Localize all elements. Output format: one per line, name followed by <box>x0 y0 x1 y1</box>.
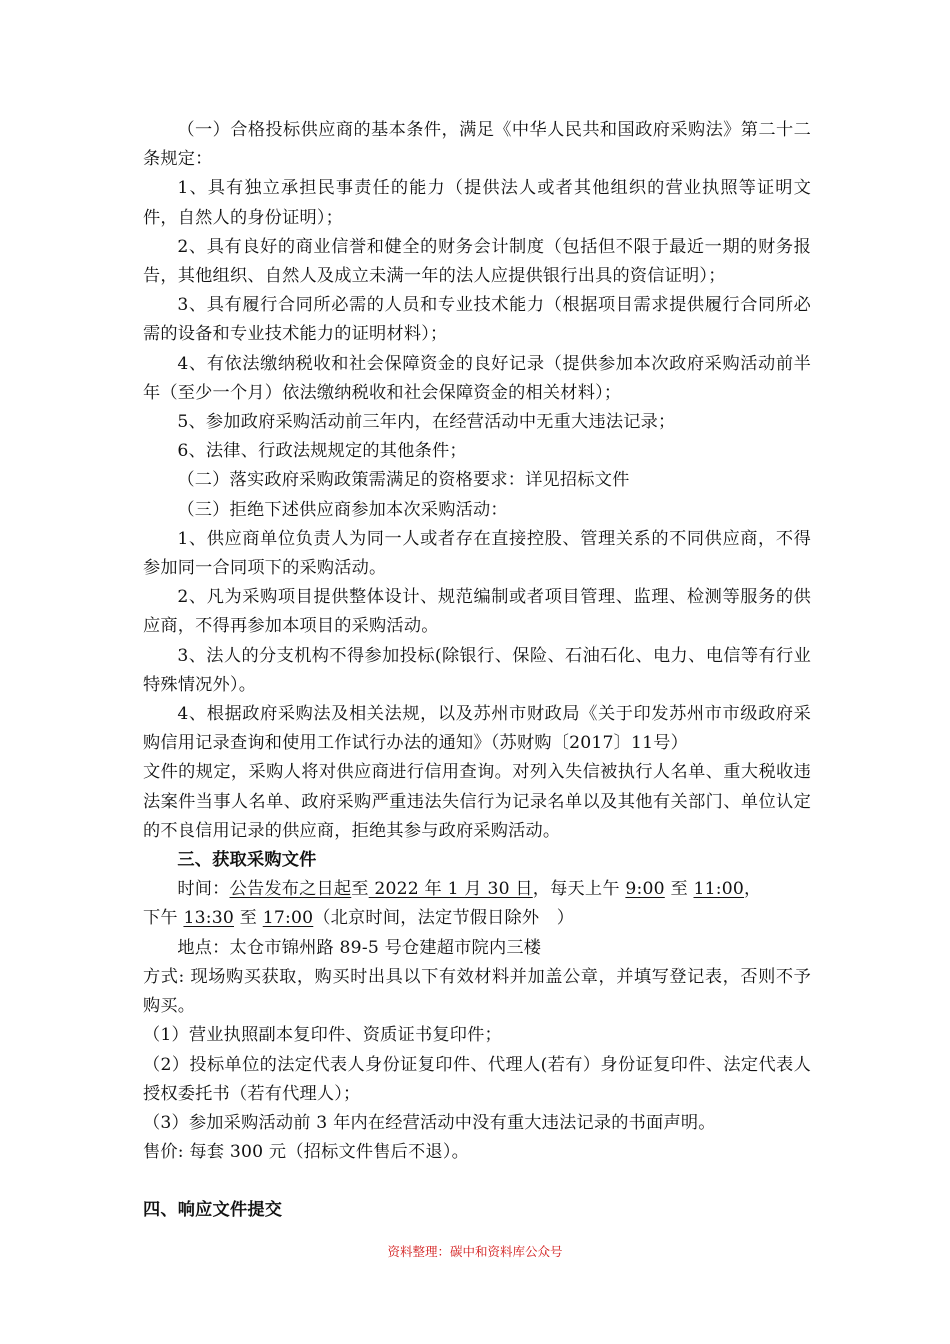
location-line: 地点：太仓市锦州路 89-5 号仓建超市院内三楼 <box>177 937 542 958</box>
time-end-date: 2022 年 1 月 30 日 <box>368 879 533 900</box>
paragraph-reject-heading: （三）拒绝下述供应商参加本次采购活动： <box>177 499 508 520</box>
paragraph-reject-1: 1、供应商单位负责人为同一人或者存在直接控股、管理关系的不同供应商，不得参加同一合同项下的采购活动。 <box>143 528 811 579</box>
paragraph-reject-4-continued: 文件的规定，采购人将对供应商进行信用查询。对列入失信被执行人名单、重大税收违法案件当事人名单、政府采购严重违法失信行为记录名单以及其他有关部门、单位认定的不良信用记录的供应商，拒绝其参与政府采购活动。 <box>143 762 811 841</box>
time-am-start: 9:00 <box>625 879 665 900</box>
material-1: （1）营业执照副本复印件、资质证书复印件； <box>143 1025 502 1046</box>
price-line: 售价: 每套 300 元（招标文件售后不退）。 <box>143 1142 469 1163</box>
paragraph-item-2: 2、具有良好的商业信誉和健全的财务会计制度（包括但不限于最近一期的财务报告，其他组织、自然人及成立未满一年的法人应提供银行出具的资信证明）； <box>143 236 811 287</box>
method-line: 方式: 现场购买获取，购买时出具以下有效材料并加盖公章，并填写登记表，否则不予购买。 <box>143 966 811 1017</box>
time-daily: ，每天上午 <box>532 879 626 900</box>
paragraph-item-1: 1、具有独立承担民事责任的能力（提供法人或者其他组织的营业执照等证明文件，自然人的身份证明）； <box>143 178 811 228</box>
time-line <box>143 875 811 904</box>
time-note: （北京时间，法定节假日除外 ） <box>313 908 575 929</box>
time-to: 至 <box>351 879 369 900</box>
time-comma: ， <box>744 879 762 900</box>
time-label: 时间： <box>177 879 230 900</box>
footer-source-note: 资料整理：碳中和资料库公众号 <box>387 1244 563 1259</box>
time-pm-end: 17:00 <box>262 908 314 929</box>
section-4-title: 四、响应文件提交 <box>143 1200 283 1221</box>
time-line-pm <box>143 904 811 933</box>
paragraph-item-3: 3、具有履行合同所必需的人员和专业技术能力（根据项目需求提供履行合同所必需的设备和专业技术能力的证明材料）； <box>143 295 811 345</box>
time-pm-start: 13:30 <box>183 908 234 929</box>
paragraph-qualification-basic: （一）合格投标供应商的基本条件，满足《中华人民共和国政府采购法》第二十二条规定： <box>143 120 811 170</box>
paragraph-reject-3: 3、法人的分支机构不得参加投标(除银行、保险、石油石化、电力、电信等有行业特殊情况外）。 <box>143 645 811 695</box>
paragraph-item-5: 5、参加政府采购活动前三年内，在经营活动中无重大违法记录； <box>177 412 676 433</box>
document-body <box>143 116 811 1226</box>
section-3-title: 三、获取采购文件 <box>177 850 317 871</box>
paragraph-item-6: 6、法律、行政法规规定的其他条件； <box>177 441 467 462</box>
paragraph-policy-requirement: （二）落实政府采购政策需满足的资格要求：详见招标文件 <box>177 470 630 491</box>
time-pm-label: 下午 <box>143 908 184 929</box>
time-to-am: 至 <box>664 879 694 900</box>
paragraph-item-4: 4、有依法缴纳税收和社会保障资金的良好记录（提供参加本次政府采购活动前半年（至少一个月）依法缴纳税收和社会保障资金的相关材料）； <box>143 353 811 403</box>
material-3: （3）参加采购活动前 3 年内在经营活动中没有重大违法记录的书面声明。 <box>143 1112 716 1133</box>
time-am-end: 11:00 <box>693 879 745 900</box>
paragraph-reject-4: 4、根据政府采购法及相关法规，以及苏州市财政局《关于印发苏州市市级政府采购信用记录查询和使用工作试行办法的通知》（苏财购〔2017〕11号） <box>143 704 811 754</box>
paragraph-reject-2: 2、凡为采购项目提供整体设计、规范编制或者项目管理、监理、检测等服务的供应商，不得再参加本项目的采购活动。 <box>143 587 811 637</box>
material-2: （2）投标单位的法定代表人身份证复印件、代理人(若有）身份证复印件、法定代表人授权委托书（若有代理人）； <box>143 1054 811 1104</box>
time-to-pm: 至 <box>234 908 263 929</box>
time-start: 公告发布之日起 <box>229 879 352 900</box>
